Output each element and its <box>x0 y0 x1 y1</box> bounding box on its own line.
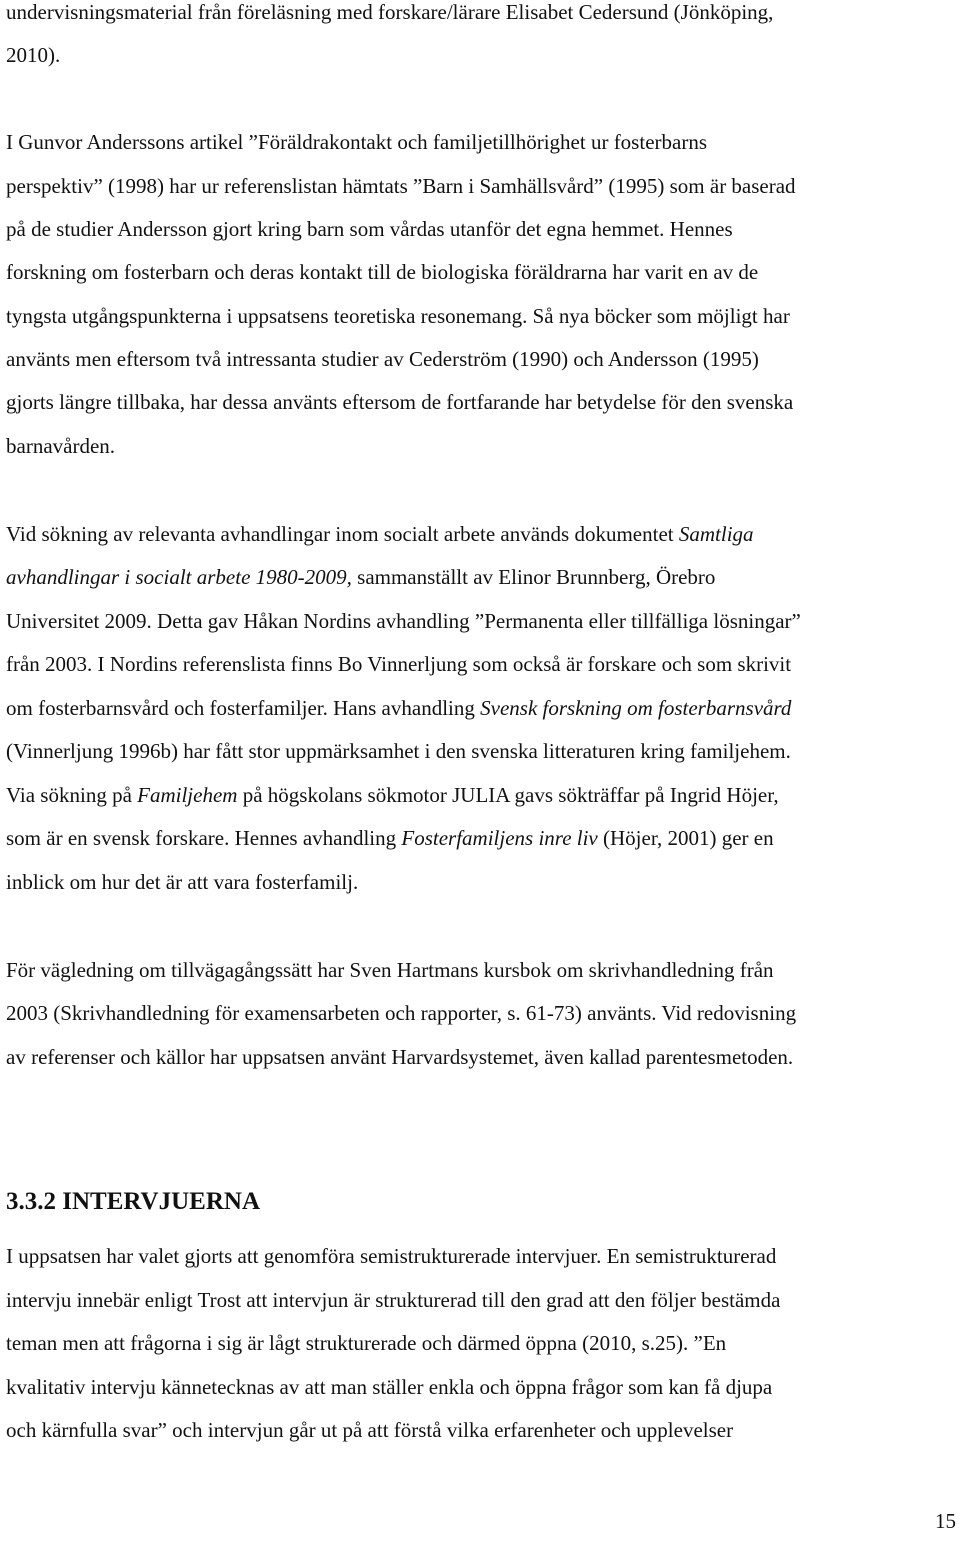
search-line-8-italic: Fosterfamiljens inre liv <box>401 826 598 850</box>
andersson-line-5: tyngsta utgångspunkterna i uppsatsens teoretiska resonemang. Så nya böcker som möjligt har <box>6 304 790 328</box>
page-number: 15 <box>935 1509 956 1533</box>
search-line-1-text: Vid sökning av relevanta avhandlingar inom socialt arbete används dokumentet <box>6 522 679 546</box>
interviews-line-5: och kärnfulla svar” och intervjun går ut på att förstå vilka erfarenheter och upplevelser <box>6 1418 734 1442</box>
interviews-line-1: I uppsatsen har valet gjorts att genomföra semistrukturerade intervjuer. En semistrukturerad <box>6 1244 777 1268</box>
andersson-line-7: gjorts längre tillbaka, har dessa använts eftersom de fortfarande har betydelse för den svenska <box>6 390 794 414</box>
intro-tail-line-2: 2010). <box>6 43 61 67</box>
andersson-line-4: forskning om fosterbarn och deras kontakt till de biologiska föräldrarna har varit en av de <box>6 260 759 284</box>
andersson-line-6: använts men eftersom två intressanta studier av Cederström (1990) och Andersson (1995) <box>6 347 759 371</box>
search-line-3: Universitet 2009. Detta gav Håkan Nordins avhandling ”Permanenta eller tillfälliga lösningar” <box>6 609 801 633</box>
search-line-5-italic: Svensk forskning om fosterbarnsvård <box>480 696 792 720</box>
search-line-7 <box>6 783 779 807</box>
search-line-5 <box>6 696 791 720</box>
search-line-2-italic: avhandlingar i socialt arbete 1980-2009, <box>6 565 352 589</box>
intro-tail-line-1: undervisningsmaterial från föreläsning med forskare/lärare Elisabet Cedersund (Jönköping, <box>6 0 774 24</box>
andersson-line-1: I Gunvor Anderssons artikel ”Föräldrakontakt och familjetillhörighet ur fosterbarns <box>6 130 707 154</box>
search-line-7-italic: Familjehem <box>137 783 238 807</box>
andersson-line-2: perspektiv” (1998) har ur referenslistan hämtats ”Barn i Samhällsvård” (1995) som är baserad <box>6 174 796 198</box>
search-line-8-text-a: som är en svensk forskare. Hennes avhandling <box>6 826 402 850</box>
search-line-4: från 2003. I Nordins referenslista finns Bo Vinnerljung som också är forskare och som skrivit <box>6 652 792 676</box>
search-line-8-text-c: (Höjer, 2001) ger en <box>597 826 774 850</box>
search-line-1 <box>6 522 754 546</box>
interviews-line-4: kvalitativ intervju kännetecknas av att man ställer enkla och öppna frågor som kan få djupa <box>6 1375 773 1399</box>
search-line-2-text: sammanställt av Elinor Brunnberg, Örebro <box>351 565 716 589</box>
search-line-7-text-a: Via sökning på <box>6 783 138 807</box>
search-line-6: (Vinnerljung 1996b) har fått stor uppmärksamhet i den svenska litteraturen kring familjehem. <box>6 739 791 763</box>
search-line-5-text: om fosterbarnsvård och fosterfamiljer. Hans avhandling <box>6 696 481 720</box>
guidance-line-1: För vägledning om tillvägagångssätt har Sven Hartmans kursbok om skrivhandledning från <box>6 958 774 982</box>
search-line-2 <box>6 565 715 589</box>
interviews-line-2: intervju innebär enligt Trost att intervjun är strukturerad till den grad att den följer bestämda <box>6 1288 781 1312</box>
interviews-line-3: teman men att frågorna i sig är lågt strukturerade och därmed öppna (2010, s.25). ”En <box>6 1331 727 1355</box>
andersson-line-3: på de studier Andersson gjort kring barn som vårdas utanför det egna hemmet. Hennes <box>6 217 733 241</box>
search-line-9: inblick om hur det är att vara fosterfamilj. <box>6 870 359 894</box>
andersson-line-8: barnavården. <box>6 434 116 458</box>
guidance-line-3: av referenser och källor har uppsatsen använt Harvardsystemet, även kallad parentesmetoden. <box>6 1045 794 1069</box>
guidance-line-2: 2003 (Skrivhandledning för examensarbeten och rapporter, s. 61-73) använts. Vid redovisning <box>6 1001 797 1025</box>
search-line-7-text-c: på högskolans sökmotor JULIA gavs sökträffar på Ingrid Höjer, <box>237 783 779 807</box>
search-line-8 <box>6 826 774 850</box>
search-line-1-italic: Samtliga <box>678 522 754 546</box>
section-heading: 3.3.2 INTERVJUERNA <box>6 1188 261 1215</box>
